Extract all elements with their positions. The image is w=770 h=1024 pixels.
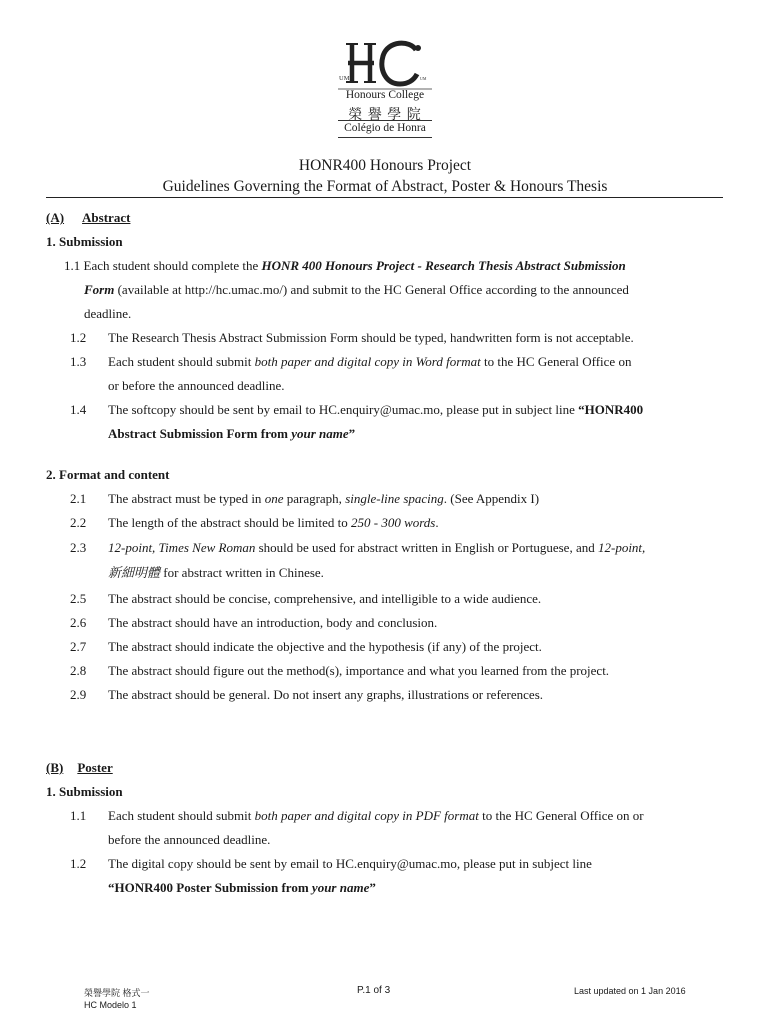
- logo-portuguese: Colégio de Honra: [344, 122, 426, 134]
- b-item-1-2-line1: The digital copy should be sent by email to HC.enquiry@umac.mo, please put in subject line: [108, 856, 592, 871]
- a-item-1-4-line1: The softcopy should be sent by email to HC.enquiry@umac.mo, please put in subject line “HONR400: [108, 402, 644, 417]
- a-item-1-4-line2: Abstract Submission Form from your name”: [108, 426, 356, 441]
- a-item-1-4-num: 1.4: [70, 402, 87, 417]
- a-item-2-5-text: The abstract should be concise, comprehensive, and intelligible to a wide audience.: [108, 591, 542, 606]
- a-item-1-3-line1: Each student should submit both paper and digital copy in Word format to the HC General Office on: [108, 354, 632, 369]
- a-item-2-6-text: The abstract should have an introduction, body and conclusion.: [108, 615, 438, 630]
- svg-text:UM: UM: [420, 76, 427, 81]
- a-item-2-2-text: The length of the abstract should be limited to 250 - 300 words.: [108, 515, 439, 530]
- a-item-2-7-num: 2.7: [70, 639, 87, 654]
- section-a-format-heading: 2. Format and content: [46, 467, 170, 482]
- a-item-2-7-text: The abstract should indicate the objective and the hypothesis (if any) of the project.: [108, 639, 542, 654]
- a-item-1-1-line3: deadline.: [84, 306, 132, 321]
- a-item-2-5-num: 2.5: [70, 591, 87, 606]
- a-item-2-3-line2: 新細明體 for abstract written in Chinese.: [108, 565, 324, 580]
- a-item-2-9-text: The abstract should be general. Do not insert any graphs, illustrations or references.: [108, 687, 543, 702]
- a-item-2-3-line1: 12-point, Times New Roman should be used for abstract written in English or Portuguese, and 12-point,: [108, 540, 646, 555]
- a-item-2-2-num: 2.2: [70, 515, 87, 530]
- hc-monogram-icon: [336, 36, 434, 96]
- b-item-1-1-line2: before the announced deadline.: [108, 832, 271, 847]
- a-item-2-9-num: 2.9: [70, 687, 87, 702]
- section-a-submission-heading: 1. Submission: [46, 234, 123, 249]
- a-item-1-2-num: 1.2: [70, 330, 87, 345]
- footer-form-label: 榮譽學院 格式一: [84, 988, 150, 998]
- a-item-1-2-text: The Research Thesis Abstract Submission Form should be typed, handwritten form is not acceptable.: [108, 330, 634, 345]
- b-item-1-2-num: 1.2: [70, 856, 87, 871]
- honours-college-logo: [336, 36, 434, 140]
- a-item-2-6-num: 2.6: [70, 615, 87, 630]
- svg-text:UM: UM: [339, 75, 350, 82]
- section-b-heading: (B) Poster: [46, 760, 113, 775]
- a-item-2-1-text: The abstract must be typed in one paragraph, single-line spacing. (See Appendix I): [108, 491, 540, 506]
- b-item-1-2-line2: “HONR400 Poster Submission from your name”: [108, 880, 376, 895]
- a-item-2-3-num: 2.3: [70, 540, 87, 555]
- logo-chinese: 榮 譽 學 院: [348, 108, 422, 123]
- logo-english: Honours College: [345, 89, 425, 101]
- footer-page-number: P.1 of 3: [357, 985, 391, 996]
- page-title: HONR400 Honours Project: [298, 157, 472, 174]
- page-subtitle: Guidelines Governing the Format of Abstract, Poster & Honours Thesis: [162, 178, 608, 195]
- a-item-2-8-num: 2.8: [70, 663, 87, 678]
- a-item-1-1-line2: Form (available at http://hc.umac.mo/) and submit to the HC General Office according to the announced: [84, 282, 629, 297]
- a-item-1-1-line1: 1.1 Each student should complete the HONR 400 Honours Project - Research Thesis Abstract Submission: [64, 258, 626, 273]
- b-item-1-1-line1: Each student should submit both paper and digital copy in PDF format to the HC General Office on or: [108, 808, 644, 823]
- a-item-1-3-num: 1.3: [70, 354, 87, 369]
- footer-form-code: HC Modelo 1: [84, 1000, 137, 1010]
- b-item-1-1-num: 1.1: [70, 808, 87, 823]
- footer-last-updated: Last updated on 1 Jan 2016: [574, 986, 686, 996]
- a-item-2-1-num: 2.1: [70, 491, 87, 506]
- a-item-2-8-text: The abstract should figure out the method(s), importance and what you learned from the project.: [108, 663, 610, 678]
- section-b-submission-heading: 1. Submission: [46, 784, 123, 799]
- a-item-1-3-line2: or before the announced deadline.: [108, 378, 285, 393]
- section-a-heading: (A) Abstract: [46, 210, 131, 225]
- title-divider: [46, 197, 723, 198]
